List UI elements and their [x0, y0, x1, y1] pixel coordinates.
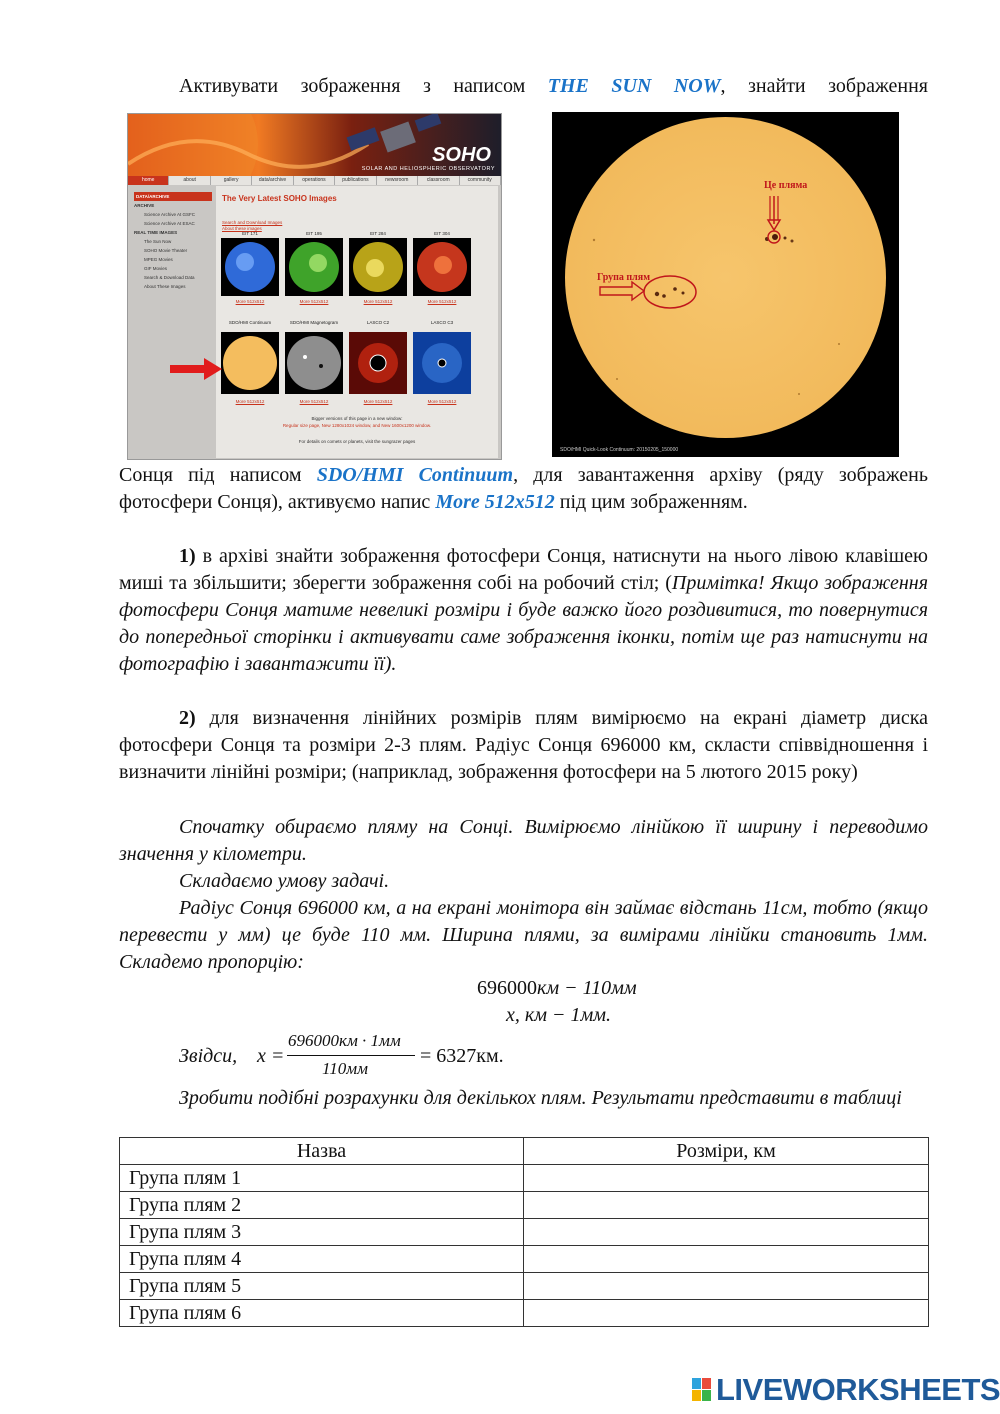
nav-classroom: classroom [418, 176, 459, 185]
size-input-cell[interactable] [524, 1219, 929, 1246]
sidebar-item: The Sun Now [144, 239, 172, 244]
eit284-thumb [349, 238, 407, 296]
size-input-cell[interactable] [524, 1165, 929, 1192]
red-arrow-icon [170, 358, 222, 380]
intro-text-end: , знайти зображення [720, 75, 929, 97]
soho-logo: SOHO [432, 144, 491, 166]
soho-sidebar [134, 192, 212, 291]
hmi-magnetogram-thumb [285, 332, 343, 394]
size-input-cell[interactable] [524, 1273, 929, 1300]
the-sun-now-highlight: THE SUN NOW [547, 75, 721, 97]
more-link: More 512x512 [363, 299, 393, 304]
fraction-numerator: 696000км · 1мм [288, 1031, 401, 1050]
thumb-label: EIT 171 [242, 231, 258, 236]
soho-footer-links: Regular size page, New 1280x1024 window, and New 1600x1200 window. [282, 423, 432, 428]
step-2-text: для визначення лінійних розмірів плям вимірюємо на екрані діаметр диска фотосфери Сонця та розміри 2-3 плям. Радіус Сонця 696000 км, скласти співвідношення і визначити лінійні розміри; (наприклад, зображення фотосфери на 5 лютого 2015 року) [119, 707, 928, 783]
step-1-note: Примітка! Якщо зображення фотосфери Сонця матиме невеликі розміри і буде важко його роздивитися, то повернутися до попередньої сторінки і активувати саме зображення іконки, потім ще раз натиснути на фотографію і завантажити її). [119, 572, 928, 675]
para1-text: Сонця під написом [119, 464, 317, 486]
sidebar-item: SOHO Movie Theater [144, 248, 188, 253]
paragraph-1 [119, 462, 928, 516]
nav-operations: operations [294, 176, 335, 185]
thumb-label: SDO/HMI Continuum [228, 320, 272, 325]
hmi-continuum-thumb [221, 332, 279, 394]
soho-main [216, 186, 498, 458]
eit195-thumb [285, 238, 343, 296]
proportion-line-2 [506, 1004, 611, 1027]
nav-data-archive: data/archive [252, 176, 293, 185]
proportion-line-1 [477, 977, 637, 1000]
soho-website-screenshot [127, 113, 502, 460]
size-input-cell[interactable] [524, 1246, 929, 1273]
row-name: Група плям 5 [120, 1273, 524, 1300]
size-input-cell[interactable] [524, 1192, 929, 1219]
sun-photosphere-image [552, 112, 899, 457]
thumb-label: SDO/HMI Magnetogram [289, 320, 339, 325]
paragraph-6: Радіус Сонця 696000 км, а на екрані монітора він займає відстань 11см, тобто (якщо перевести у мм) це буде 110 мм. Ширина плями, за вимірами лінійки становить 1мм. Складемо пропорцію: [119, 897, 928, 973]
eit171-thumb [221, 238, 279, 296]
more-link: More 512x512 [427, 399, 457, 404]
fraction-bar [287, 1055, 415, 1056]
row-name: Група плям 1 [120, 1165, 524, 1192]
sidebar-header: DATA/ARCHIVE [134, 192, 212, 201]
thumb-label: EIT 284 [370, 231, 386, 236]
nav-community: community [460, 176, 501, 185]
row-name: Група плям 3 [120, 1219, 524, 1246]
more-link: More 512x512 [299, 399, 329, 404]
sidebar-item: GIF Movies [144, 266, 168, 271]
thumb-label: EIT 195 [306, 231, 322, 236]
paragraph-5: Складаємо умову задачі. [179, 870, 390, 892]
paragraph-2 [119, 543, 928, 678]
row-name: Група плям 6 [120, 1300, 524, 1327]
table-row [120, 1192, 929, 1219]
sidebar-item: Science Archive At GSFC [144, 212, 196, 217]
formula-result [420, 1045, 504, 1068]
step-1-number: 1) [179, 545, 196, 567]
table-header-row [120, 1138, 929, 1165]
soho-link-search: Search and Download Images [222, 220, 283, 225]
formula-line2-end: . [606, 1004, 612, 1026]
soho-footer-details: For details on comets or planets, visit the sungrazer pages [298, 439, 416, 444]
table-row [120, 1165, 929, 1192]
nav-newsroom: newsroom [377, 176, 418, 185]
soho-link-about: About these images [222, 226, 262, 231]
thumb-label: LASCO C3 [430, 320, 454, 325]
row-name: Група плям 2 [120, 1192, 524, 1219]
formula-number: 696000 [477, 977, 537, 999]
row-name: Група плям 4 [120, 1246, 524, 1273]
step-1-text: в архіві знайти зображення фотосфери Сонця, натиснути на нього лівою клавішею миші та збільшити; зберегти зображення собі на робочий стіл; ( [119, 545, 928, 594]
paragraph-7: Зробити подібні розрахунки для декількох плям. Результати представити в таблиці [179, 1087, 902, 1109]
more-link: More 512x512 [235, 299, 265, 304]
para1-text-3: під цим зображенням. [554, 491, 748, 513]
lasco-c3-thumb [413, 332, 471, 394]
soho-footer-text: Bigger versions of this page in a new window: [311, 416, 403, 421]
sidebar-realtime-title: REAL TIME IMAGES [134, 230, 178, 235]
sun-annotations [552, 112, 899, 457]
soho-logo-subtitle: SOLAR AND HELIOSPHERIC OBSERVATORY [361, 166, 495, 172]
liveworksheets-logo: LIVEWORKSHEETS [716, 1372, 1000, 1407]
fraction-denominator: 110мм [322, 1059, 368, 1078]
table-row [120, 1219, 929, 1246]
header-name: Назва [120, 1138, 524, 1165]
soho-nav [128, 176, 501, 185]
zvidsy-label: Звідси, [179, 1045, 238, 1067]
sidebar-item: MPEG Movies [144, 257, 173, 262]
result-value: = 6327км [420, 1045, 499, 1067]
paragraph-3 [119, 705, 928, 786]
table-row [120, 1246, 929, 1273]
sun-caption: SDO/HMI Quick-Look Continuum: 20150205_150000 [560, 447, 679, 453]
thumb-label: EIT 304 [434, 231, 450, 236]
nav-gallery: gallery [211, 176, 252, 185]
nav-about: about [169, 176, 210, 185]
more-512-highlight: More 512x512 [435, 491, 555, 513]
nav-home: home [128, 176, 169, 185]
size-input-cell[interactable] [524, 1300, 929, 1327]
spot-label: Це пляма [764, 180, 808, 191]
sidebar-item: Search & Download Data [144, 275, 195, 280]
liveworksheets-logo-icon [692, 1378, 712, 1402]
more-link: More 512x512 [299, 299, 329, 304]
soho-main-title: The Very Latest SOHO Images [222, 194, 337, 203]
more-link: More 512x512 [363, 399, 393, 404]
header-size: Розміри, км [524, 1138, 929, 1165]
formula-line1-rest: км − 110мм [537, 977, 637, 999]
lasco-c2-thumb [349, 332, 407, 394]
sidebar-item: About These Images [144, 284, 186, 289]
more-link: More 512x512 [427, 299, 457, 304]
results-table [119, 1137, 929, 1327]
sidebar-item: Science Archive At ESAC [144, 221, 195, 226]
formula-line2: x, км − 1мм [506, 1004, 607, 1026]
intro-line [119, 73, 928, 100]
sdo-hmi-highlight: SDO/HMI Continuum [316, 464, 514, 486]
intro-text: Активувати зображення з написом [179, 75, 548, 97]
group-label: Група плям [597, 272, 651, 283]
table-row [120, 1273, 929, 1300]
more-link: More 512x512 [235, 399, 265, 404]
nav-publications: publications [335, 176, 376, 185]
para1-text-2: , для завантаження архіву (ряду зображень фотосфери Сонця), активуємо напис [119, 464, 928, 513]
thumb-label: LASCO C2 [366, 320, 390, 325]
sidebar-archive-title: ARCHIVE [134, 203, 155, 208]
result-end: . [498, 1045, 504, 1067]
paragraph-4: Спочатку обираємо пляму на Сонці. Вимірюємо лінійкою її ширину і переводимо значення у кілометри. [119, 816, 928, 865]
x-equals: x = [257, 1045, 285, 1067]
step-2-number: 2) [179, 707, 196, 729]
table-row [120, 1300, 929, 1327]
eit304-thumb [413, 238, 471, 296]
